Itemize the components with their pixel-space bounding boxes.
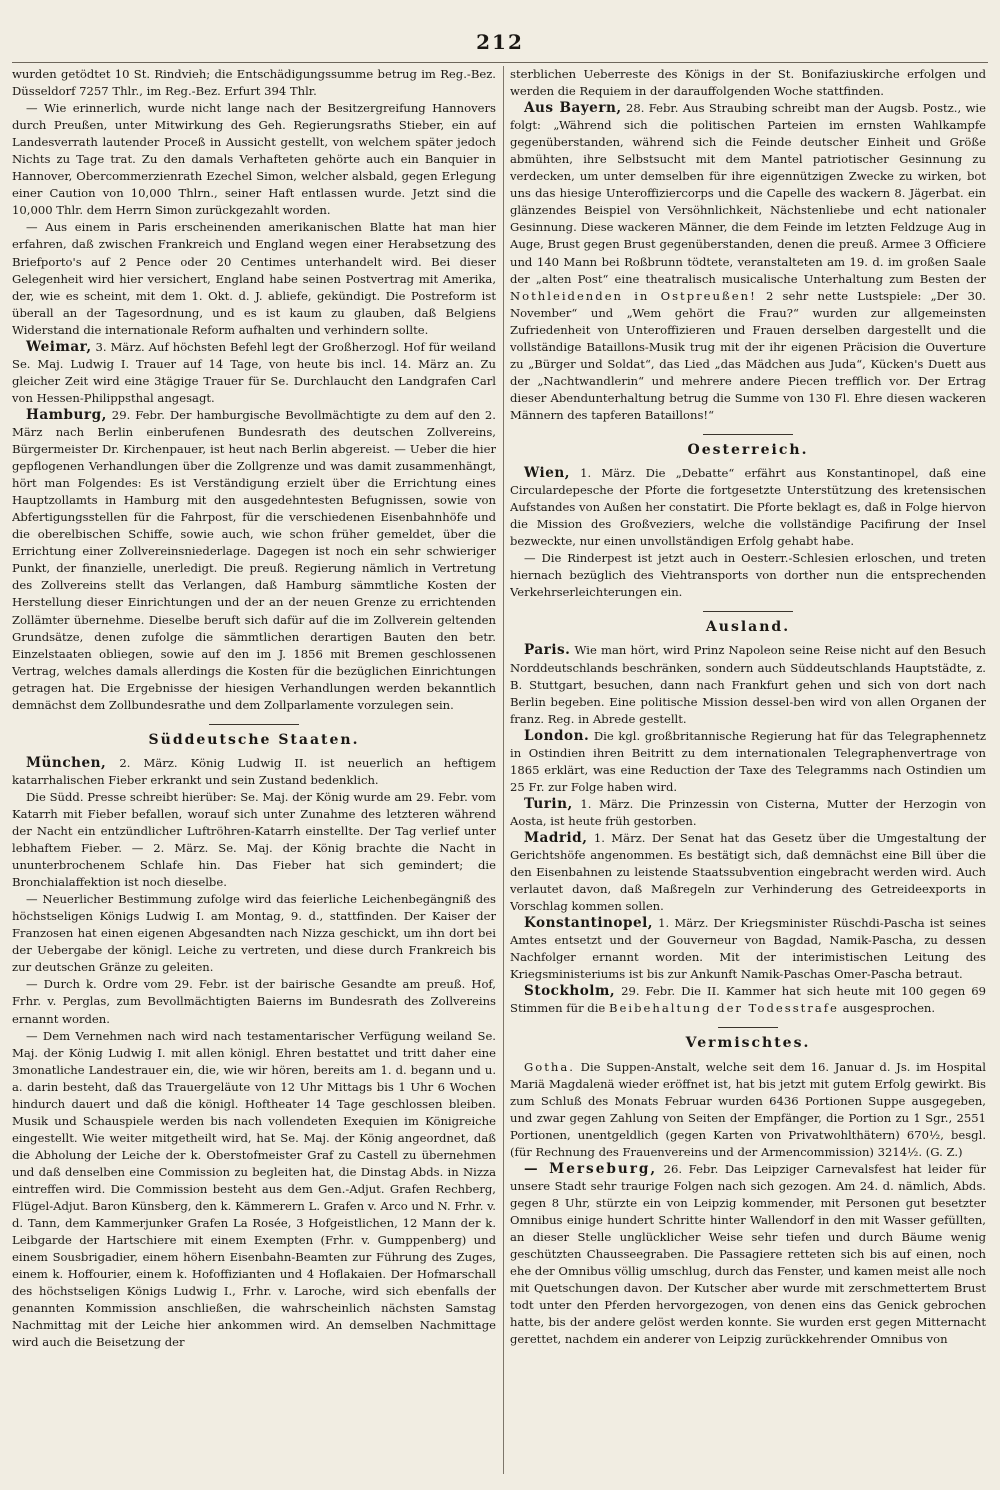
header-rule — [12, 62, 988, 63]
article-london-text: Die kgl. großbritannische Regierung hat für das Telegraphennetz in Ostindien ihren Beitritt zu dem internationalen Telegraphenvertrage von 1865 erklärt, was eine Reduction der Taxe des Telegramms nach Ostindien um 25 Fr. zur Folge haben wird. — [510, 728, 986, 794]
article-konstantinopel-text: 1. März. Der Kriegsminister Rüschdi-Pascha ist seines Amtes entsetzt und der Gouverneur von Bagdad, Namik-Pascha, zu dessen Nachfolger ernannt worden. Mit der interimistischen Leitung des Kriegsministeriums ist bis zur Ankunft Namik-Paschas Omer-Pascha betraut. — [510, 916, 986, 982]
article-stockholm-text-2: ausgesprochen. — [838, 1001, 936, 1016]
article-wien — [510, 465, 986, 550]
article-muenchen-text: 2. März. König Ludwig II. ist neuerlich an heftigem katarrhalischen Fieber erkrankt und sein Zustand bedenklich. — [12, 755, 496, 787]
article-bayern-spaced: Nothleidenden in Ostpreußen! — [510, 288, 757, 303]
left-column — [12, 66, 496, 1474]
page-number: 212 — [476, 30, 524, 54]
article-madrid-text: 1. März. Der Senat hat das Gesetz über die Umgestaltung der Gerichtshöfe angenommen. Es bestätigt sich, daß demnächst eine Bill über die den Eisenbahnen zu leistende Staatssubvention eingebracht werden wird. Auch verlautet davon, daß Maßregeln zur Verhinderung des Getreideexports in Vorschlag kommen sollen. — [510, 830, 986, 914]
article-merseburg-text: 26. Febr. Das Leipziger Carnevalsfest hat leider für unsere Stadt sehr traurige Folgen nach sich gezogen. Am 24. d. nämlich, Abds. gegen 8 Uhr, stürzte ein von Leipzig kommender, mit Personen gut besetzter Omnibus einige hundert Schritte hinter Wallendorf in den mit Wasser gefüllten, an dieser Stelle unglücklicher Weise sehr tiefen und durch Bäume wenig geschützten Chausseegraben. Die Passagiere retteten sich bis auf einen, noch ehe der Omnibus völlig umschlug, durch das Fenster, und kamen meist alle noch mit Quetschungen davon. Der Kutscher aber wurde mit zerschmettertem Brust todt unter den Pferden hervorgezogen, von denen eins das Genick gebrochen hatte, bis der andere gelöst werden konnte. Sie wurden erst gegen Mitternacht gerettet, nachdem ein anderer von Leipzig zurückkehrender Omnibus von — [510, 1161, 986, 1347]
dateline-bayern: Aus Bayern, — [524, 100, 622, 117]
section-divider — [718, 1027, 778, 1028]
article-bayern-text: 28. Febr. Aus Straubing schreibt man der Augsb. Postz., wie folgt: „Während sich die politischen Parteien im ernsten Wahlkampfe gegenüberstanden, während sich die Feinde deutscher Einheit und Größe abmühten, ihre Selbstsucht mit dem Mantel patriotischer Gesinnung zu verdecken, um unter demselben für ihre eigennützigen Zwecke zu wirken, bot uns das hiesige Unteroffiziercorps und die Capelle des wackern 8. Jägerbat. ein glänzendes Beispiel von Versöhnlichkeit, Nächstenliebe und echt nationaler Gesinnung. Diese wackeren Männer, die dem Feinde im letzten Feldzuge Aug in Auge, Brust gegen Brust gegenüberstanden, denen die preuß. Armee 3 Officiere und 140 Mann bei Roßbrunn tödtete, veranstalteten am 19. d. im großen Saale der „alten Post“ eine theatralisch musicalische Unterhaltung zum Besten der — [510, 101, 986, 286]
dateline-paris: Paris. — [524, 642, 571, 659]
article-ordre: — Durch k. Ordre vom 29. Febr. ist der bairische Gesandte am preuß. Hof, Frhr. v. Perglas, zum Bevollmächtigten Baierns im Bundesrath des Zollvereins ernannt worden. — [12, 977, 496, 1026]
dateline-stockholm: Stockholm, — [524, 983, 616, 1000]
article-stockholm-text: 29. Febr. Die II. Kammer hat sich heute mit 100 gegen 69 Stimmen für die — [510, 984, 986, 1016]
article-landestrauer: — Dem Vernehmen nach wird nach testamentarischer Verfügung weiland Se. Maj. der König Ludwig I. mit allen königl. Ehren bestattet und tritt daher eine 3monatliche Landestrauer ein, die, wie wir hören, bereits am 1. d. begann und u. a. darin besteht, daß das Trauergeläute von 12 Uhr Mittags bis 1 Uhr 6 Wochen hindurch dauert und daß die königl. Hoftheater 14 Tage geschlossen bleiben. Musik und Schauspiele werden bis nach vollendeten Exequien im Königreiche eingestellt. Wie weiter mitgetheilt wird, hat Se. Maj. der König angeordnet, daß die Abholung der Leiche der k. Oberstofmeister Graf zu Castell zu übernehmen und daß denselben eine Commission zu begleiten hat, die Dinstag Abds. in Nizza eintreffen wird. Die Commission besteht aus dem Gen.-Adjut. Grafen Rechberg, Flügel-Adjut. Baron Künsberg, den k. Kämmerern L. Grafen v. Arco und N. Frhr. v. d. Tann, dem Kammerjunker Grafen La Rosée, 3 Hofgeistlichen, 12 Mann der k. Leibgarde der Hartschiere mit einem Exempten (Frhr. v. Gumppenberg) und einem Sousbrigadier, einem höhern Eisenbahn-Beamten zur Führung des Zuges, einem k. Hoffourier, einem k. Hofoffizianten und 4 Hoflakaien. Der Hofmarschall des höchstseligen Königs Ludwig I., Frhr. v. Laroche, wird sich ebenfalls der genannten Kommission anschließen, die wahrscheinlich nächsten Samstag Nachmittag mit der Leiche hier ankommen wird. An demselben Nachmittage wird auch die Beisetzung der — [12, 1028, 496, 1350]
article-hannover-prozess: — Wie erinnerlich, wurde nicht lange nach der Besitzergreifung Hannovers durch Preußen, unter Mitwirkung des Geh. Regierungsraths Stieber, ein auf Landesverrath lautender Proceß in Aussicht gestellt, von welchem später jedoch Nichts zu Tage trat. Zu den damals Verhafteten gehörte auch ein Banquier in Hannover, Obercommerzienrath Ezechel Simon, welcher alsbald, gegen Erlegung einer Caution von 10,000 Thlrn., seiner Haft entlassen wurde. Jetzt sind die 10,000 Thlr. dem Herrn Simon zurückgezahlt worden. — [12, 101, 496, 218]
article-gotha-text: Die Suppen-Anstalt, welche seit dem 16. Januar d. Js. im Hospital Mariä Magdalenä wieder eröffnet ist, hat bis jetzt mit gutem Erfolg gewirkt. Bis zum Schluß des Monats Februar wurden 6436 Portionen Suppe ausgegeben, und zwar gegen Zahlung von Seiten der Empfänger, die Portion zu 1 Sgr., 2551 Portionen, unentgeldlich (gegen Karten von Privatwohlthätern) 670½, besgl. (für Rechnung des Frauenvereins und der Armencommission) 3214½. (G. Z.) — [510, 1059, 986, 1159]
column-divider — [503, 66, 504, 1474]
dateline-konstantinopel: Konstantinopel, — [524, 915, 654, 932]
dateline-hamburg: Hamburg, — [26, 406, 107, 423]
article-stockholm-spaced: Beibehaltung der Todesstrafe — [608, 1001, 839, 1016]
article-rinderpest: — Die Rinderpest ist jetzt auch in Oesterr.-Schlesien erloschen, und treten hiernach bezüglich des Viehtransports von dorther nun die entsprechenden Verkehrserleichterungen ein. — [510, 551, 986, 600]
section-heading-oesterreich: Oesterreich. — [687, 441, 809, 458]
article-paris-text: Wie man hört, wird Prinz Napoleon seine Reise nicht auf den Besuch Norddeutschlands beschränken, sondern auch Süddeutschlands Hauptstädte, z. B. Stuttgart, besuchen, dann nach Frankfurt gehen und sich von dort nach Berlin begeben. Eine politische Mission dessel-ben wird von allen Organen der franz. Reg. in Abrede gestellt. — [510, 643, 986, 726]
article-london — [510, 728, 986, 796]
article-bayern-text-2: 2 sehr nette Lustspiele: „Der 30. November“ und „Wem gehört die Frau?“ wurden zur allgemeinsten Zufriedenheit von Unteroffizieren und Frauen derselben dargestellt und die vollständige Bataillons-Musik trug mit der ihr eigenen Präcision die Ouverture zu „Bürger und Soldat“, das Lied „das Mädchen aus Juda“, Kücken's Duett aus der „Nachtwandlerin“ und mehrere andere Piecen trefflich vor. Der Ertrag dieser Abendunterhaltung betrug die Summe von 130 Fl. Ehre diesen wackeren Männern des tapferen Bataillons!“ — [510, 288, 986, 422]
article-weimar-text: 3. März. Auf höchsten Befehl legt der Großherzogl. Hof für weiland Se. Maj. Ludwig I. Trauer auf 14 Tage, von heute bis incl. 14. März an. Zu gleicher Zeit wird eine 3tägige Trauer für Se. Durchlaucht den Landgrafen Carl von Hessen-Philippsthal angesagt. — [12, 339, 496, 405]
article-paris — [510, 642, 986, 727]
article-wien-text: 1. März. Die „Debatte“ erfährt aus Konstantinopel, daß eine Circulardepesche der Pforte die fortgesetzte Unterstützung des kretensischen Aufstandes von Außen her constatirt. Die Pforte beklagt es, daß in Folge hiervon die Mission des Großveziers, welche die vollständige Pacifirung der Insel bezweckte, nur einen unvollständigen Erfolg gehabt habe. — [510, 466, 986, 549]
article-merseburg — [510, 1161, 986, 1349]
dateline-turin: Turin, — [524, 795, 573, 812]
section-divider — [703, 611, 793, 612]
article-stockholm — [510, 983, 986, 1017]
dateline-madrid: Madrid, — [524, 829, 588, 846]
dateline-london: London. — [524, 727, 590, 744]
dateline-weimar: Weimar, — [26, 338, 92, 355]
article-gotha — [510, 1059, 986, 1161]
dateline-wien: Wien, — [524, 465, 570, 482]
article-viehseuche-end: wurden getödtet 10 St. Rindvieh; die Entschädigungssumme betrug im Reg.-Bez. Düsseldorf 7257 Thlr., im Reg.-Bez. Erfurt 394 Thlr. — [12, 67, 496, 99]
section-heading-sueddeutsche-staaten: Süddeutsche Staaten. — [148, 731, 360, 748]
article-hamburg-text: 29. Febr. Der hamburgische Bevollmächtigte zu dem auf den 2. März nach Berlin einberufenen Bundesrath des deutschen Zollvereins, Bürgermeister Dr. Kirchenpauer, ist heut nach Berlin abgereist. — Ueber die hier gepflogenen Verhandlungen über die Zollgrenze und was damit zusammenhängt, hört man Folgendes: Es ist Verständigung erzielt über die Errichtung eines Hauptzollamts in Hamburg mit den ausgedehntesten Befugnissen, sowie von Abfertigungsstellen für die Fahrpost, für die verschiedenen Eisenbahnhöfe und die oberelbischen Schiffe, sowie auch, wie schon früher gemeldet, über die Errichtung einer Zollvereinsniederlage. Dagegen ist noch ein sehr schwieriger Punkt, der finanzielle, unerledigt. Die preuß. Regierung nämlich in Vertretung des Zollvereins stellt das Verlangen, daß Hamburg sämmtliche Kosten der Herstellung dieser Einrichtungen und der an der neuen Grenze zu errichtenden Zollämter übernehme. Dieselbe beruft sich dafür auf die im Zollverein geltenden Grundsätze, denen zufolge die sämmtlichen derartigen Bauten den betr. Einzelstaaten obliegen, sowie auf den im J. 1856 mit Bremen geschlossenen Vertrag, welches damals allerdings die Kosten für die bezüglichen Einrichtungen getragen hat. Die Ergebnisse der hiesigen Verhandlungen werden bekanntlich demnächst dem Zollbundesrathe und dem Zollparlamente vorzulegen sein. — [12, 407, 496, 712]
article-weimar — [12, 339, 496, 407]
right-column — [510, 66, 986, 1474]
section-divider — [703, 434, 793, 435]
article-konstantinopel — [510, 915, 986, 983]
article-suedd-presse: Die Südd. Presse schreibt hierüber: Se. Maj. der König wurde am 29. Febr. vom Katarrh mit Fieber befallen, worauf sich unter Zunahme des letzteren während der Nacht ein entzündlicher Luftröhren-Katarrh einstellte. Der Tag verlief unter lebhaftem Fieber. — 2. März. Se. Maj. der König brachte die Nacht in ununterbrochenem Schlafe hin. Das Fieber hat sich gemindert; die Bronchialaffektion ist noch dieselbe. — [12, 789, 496, 890]
section-divider — [209, 724, 299, 725]
article-hamburg — [12, 407, 496, 714]
dateline-muenchen: München, — [26, 754, 107, 771]
dateline-merseburg: — Merseburg, — [524, 1160, 658, 1177]
dateline-gotha: Gotha. — [524, 1059, 575, 1074]
article-bonifaziuskirche: sterblichen Ueberreste des Königs in der St. Bonifaziuskirche erfolgen und werden die Requiem in der darauffolgenden Woche stattfinden. — [510, 67, 986, 99]
article-turin-text: 1. März. Die Prinzessin von Cisterna, Mutter der Herzogin von Aosta, ist heute früh gestorben. — [510, 796, 986, 828]
article-leichenbegaengniss: — Neuerlicher Bestimmung zufolge wird das feierliche Leichenbegängniß des höchstseligen Königs Ludwig I. am Montag, 9. d., stattfinden. Der Kaiser der Franzosen hat einen eigenen Abgesandten nach Nizza geschickt, um ihn dort bei der Uebergabe der königl. Leiche zu vertreten, und diese durch Frankreich bis zur deutschen Gränze zu geleiten. — [12, 892, 496, 975]
article-bayern — [510, 100, 986, 424]
section-heading-ausland: Ausland. — [705, 619, 791, 636]
article-muenchen — [12, 755, 496, 789]
section-heading-vermischtes: Vermischtes. — [685, 1035, 811, 1052]
article-turin — [510, 796, 986, 830]
article-briefporto: — Aus einem in Paris erscheinenden amerikanischen Blatte hat man hier erfahren, daß zwischen Frankreich und England wegen einer Herabsetzung des Briefporto's auf 2 Pence oder 20 Centimes unterhandelt wird. Bei dieser Gelegenheit wird hier versichert, England habe seinen Postvertrag mit Amerika, der, wie es scheint, mit dem 1. Okt. d. J. abliefe, gekündigt. Die Postreform ist überall an der Tagesordnung, und es ist kaum zu glauben, daß Belgiens Widerstand die internationale Reform aufhalten und verhindern sollte. — [12, 220, 496, 337]
article-madrid — [510, 830, 986, 915]
